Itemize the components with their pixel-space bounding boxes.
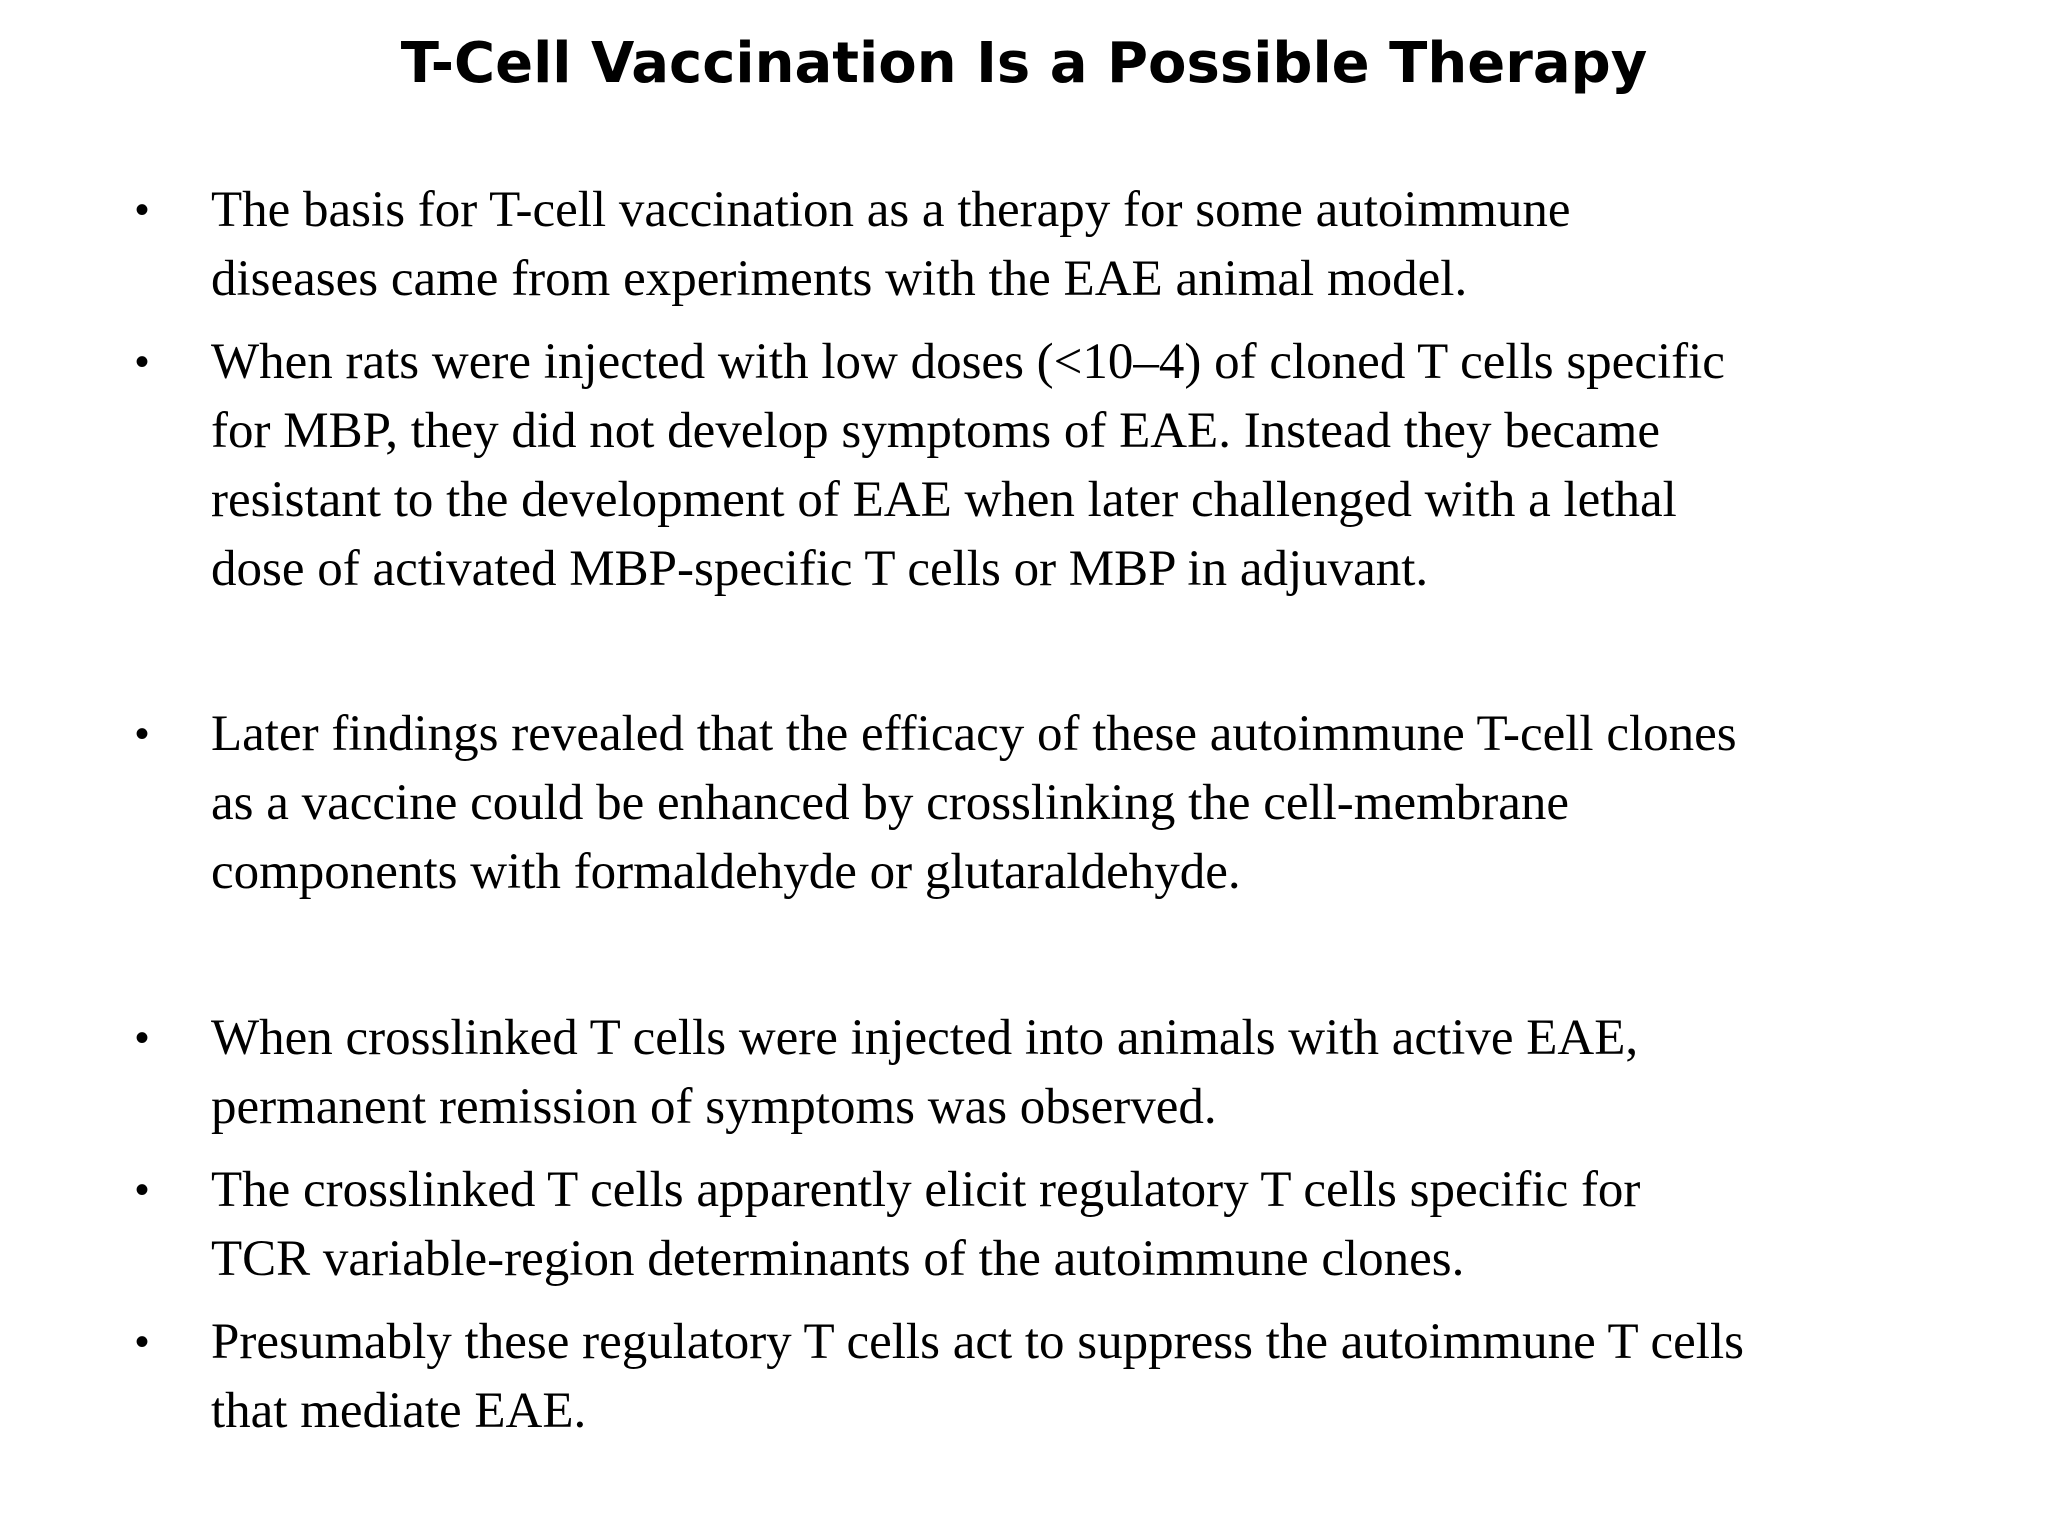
bullet-dot-icon: • — [135, 188, 150, 232]
bullet-text — [211, 176, 1951, 314]
bullet-line: components with formaldehyde or glutaraldehyde. — [211, 844, 1241, 900]
bullet-line: diseases came from experiments with the EAE animal model. — [211, 251, 1468, 307]
bullet-line: When rats were injected with low doses (<10–4) of cloned T cells specific — [211, 334, 1725, 390]
bullet-text — [211, 1308, 1951, 1446]
bullet-text — [211, 700, 1951, 907]
bullet-line: that mediate EAE. — [211, 1383, 587, 1439]
bullet-line: When crosslinked T cells were injected into animals with active EAE, — [211, 1010, 1639, 1066]
bullet-line: The basis for T-cell vaccination as a therapy for some autoimmune — [211, 182, 1571, 238]
bullet-text — [211, 1004, 1951, 1142]
bullet-line: resistant to the development of EAE when later challenged with a lethal — [211, 472, 1677, 528]
bullet-line: Later findings revealed that the efficacy of these autoimmune T-cell clones — [211, 706, 1737, 762]
bullet-dot-icon: • — [135, 1320, 150, 1364]
bullet-dot-icon: • — [135, 1168, 150, 1212]
bullet-line: as a vaccine could be enhanced by crosslinking the cell-membrane — [211, 775, 1570, 831]
bullet-text — [211, 328, 1951, 604]
bullet-line: Presumably these regulatory T cells act to suppress the autoimmune T cells — [211, 1314, 1744, 1370]
bullet-line: TCR variable-region determinants of the autoimmune clones. — [211, 1231, 1465, 1287]
bullet-line: The crosslinked T cells apparently elicit regulatory T cells specific for — [211, 1162, 1641, 1218]
bullet-dot-icon: • — [135, 340, 150, 384]
bullet-dot-icon: • — [135, 712, 150, 756]
bullet-line: dose of activated MBP-specific T cells or MBP in adjuvant. — [211, 541, 1429, 597]
bullet-dot-icon: • — [135, 1016, 150, 1060]
bullet-text — [211, 1156, 1951, 1294]
bullet-line: for MBP, they did not develop symptoms of EAE. Instead they became — [211, 403, 1660, 459]
slide-title: T-Cell Vaccination Is a Possible Therapy — [400, 31, 1648, 96]
bullet-line: permanent remission of symptoms was observed. — [211, 1079, 1217, 1135]
